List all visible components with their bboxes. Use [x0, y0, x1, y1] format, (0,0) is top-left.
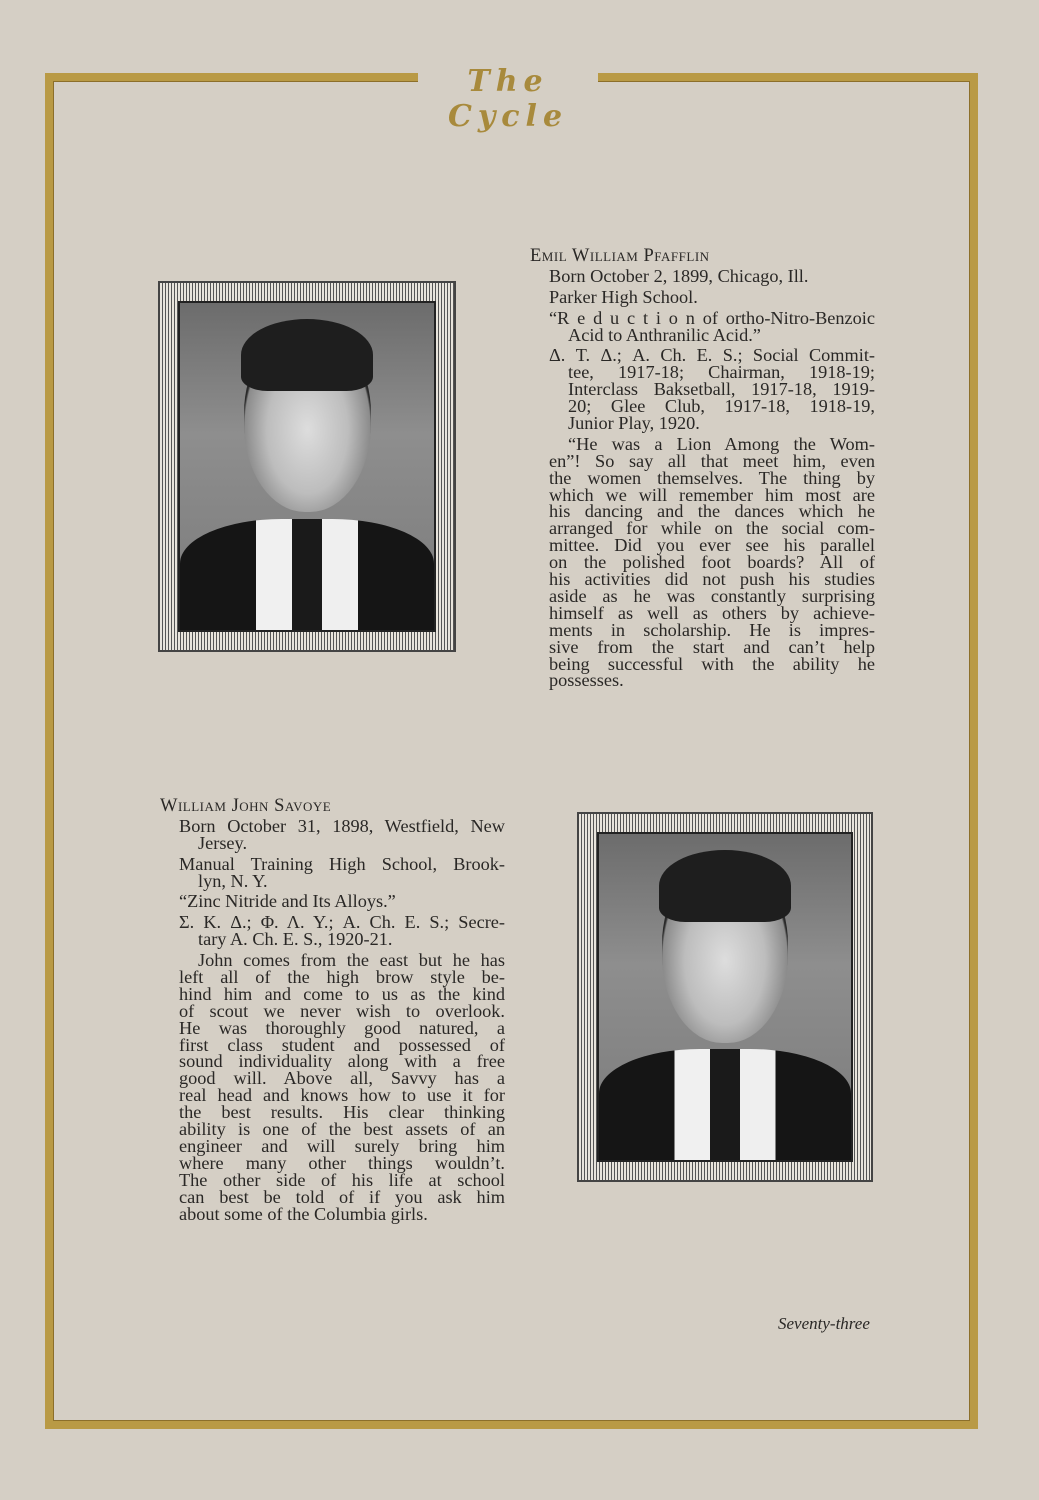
text-line: can best be told of if you ask him	[179, 1186, 505, 1207]
text-line: arranged for while on the social com-	[549, 518, 875, 539]
text-line: tary A. Ch. E. S., 1920-21.	[198, 929, 393, 950]
text-line: John comes from the east but he has	[198, 950, 505, 971]
portrait-photo-pfafflin	[158, 281, 456, 652]
text-line: where many other things wouldn’t.	[179, 1152, 505, 1173]
text-line: possesses.	[549, 670, 624, 691]
text-line: Junior Play, 1920.	[568, 413, 700, 434]
text-line: Acid to Anthranilic Acid.”	[568, 324, 761, 345]
text-line: “R e d u c t i o n of ortho-Nitro-Benzoic	[549, 307, 875, 328]
text-line: himself as well as others by achieve-	[549, 602, 875, 623]
text-line: Manual Training High School, Brook-	[179, 853, 505, 874]
text-line: sive from the start and can’t help	[549, 636, 875, 657]
text-line: of scout we never wish to overlook.	[179, 1000, 505, 1021]
text-line: the women themselves. The thing by	[549, 467, 875, 488]
text-line: Jersey.	[198, 832, 248, 853]
bio-paragraph	[549, 433, 875, 691]
page-title: The Cycle	[418, 64, 598, 104]
text-line: ments in scholarship. He is impres-	[549, 619, 875, 640]
biography-pfafflin	[530, 248, 875, 689]
text-line: real head and knows how to use it for	[179, 1085, 505, 1106]
bio-item	[179, 853, 505, 891]
text-line: Born October 2, 1899, Chicago, Ill.	[549, 265, 809, 286]
text-line: on the polished foot boards? All of	[549, 552, 875, 573]
text-line: his dancing and the dances which he	[549, 501, 875, 522]
text-line: his activities did not push his studies	[549, 569, 875, 590]
bio-item	[179, 815, 505, 853]
bio-item	[549, 286, 875, 307]
text-line: en”! So say all that meet him, even	[549, 450, 875, 471]
text-line: Parker High School.	[549, 286, 698, 307]
text-line: “Zinc Nitride and Its Alloys.”	[179, 891, 396, 912]
text-line: Σ. K. Δ.; Φ. Λ. Υ.; A. Ch. E. S.; Secre-	[179, 912, 505, 933]
text-line: lyn, N. Y.	[198, 870, 268, 891]
text-line: sound individuality along with a free	[179, 1051, 505, 1072]
page-number: Seventy-three	[778, 1314, 870, 1333]
text-line: being successful with the ability he	[549, 653, 875, 674]
text-line: 20; Glee Club, 1917-18, 1918-19,	[568, 396, 875, 417]
text-line: The other side of his life at school	[179, 1169, 505, 1190]
text-line: hind him and come to us as the kind	[179, 983, 505, 1004]
biography-savoye	[160, 798, 505, 1222]
text-line: aside as he was constantly surprising	[549, 585, 875, 606]
text-line: the best results. His clear thinking	[179, 1102, 505, 1123]
text-line: He was thoroughly good natured, a	[179, 1017, 505, 1038]
bio-item	[549, 307, 875, 345]
text-line: engineer and will surely bring him	[179, 1135, 505, 1156]
text-line: first class student and possessed of	[179, 1034, 505, 1055]
bio-item	[549, 265, 875, 286]
bio-paragraph	[179, 952, 505, 1222]
text-line: Δ. T. Δ.; A. Ch. E. S.; Social Commit-	[549, 345, 875, 366]
text-line: ability is one of the best assets of an	[179, 1119, 505, 1140]
text-line: which we will remember him most are	[549, 484, 875, 505]
text-line: Born October 31, 1898, Westfield, New	[179, 815, 505, 836]
student-name: Emil William Pfafflin	[530, 246, 710, 266]
text-line: tee, 1917-18; Chairman, 1918-19;	[568, 362, 875, 383]
portrait-photo-savoye	[577, 812, 873, 1182]
text-line: mittee. Did you ever see his parallel	[549, 535, 875, 556]
student-name: William John Savoye	[160, 796, 332, 816]
bio-item	[179, 914, 505, 948]
text-line: Interclass Baksetball, 1917-18, 1919-	[568, 379, 875, 400]
text-line: good will. Above all, Savvy has a	[179, 1068, 505, 1089]
bio-item	[179, 893, 505, 910]
text-line: “He was a Lion Among the Wom-	[568, 433, 875, 454]
text-line: about some of the Columbia girls.	[179, 1203, 428, 1224]
bio-item	[549, 345, 875, 434]
text-line: left all of the high brow style be-	[179, 967, 505, 988]
